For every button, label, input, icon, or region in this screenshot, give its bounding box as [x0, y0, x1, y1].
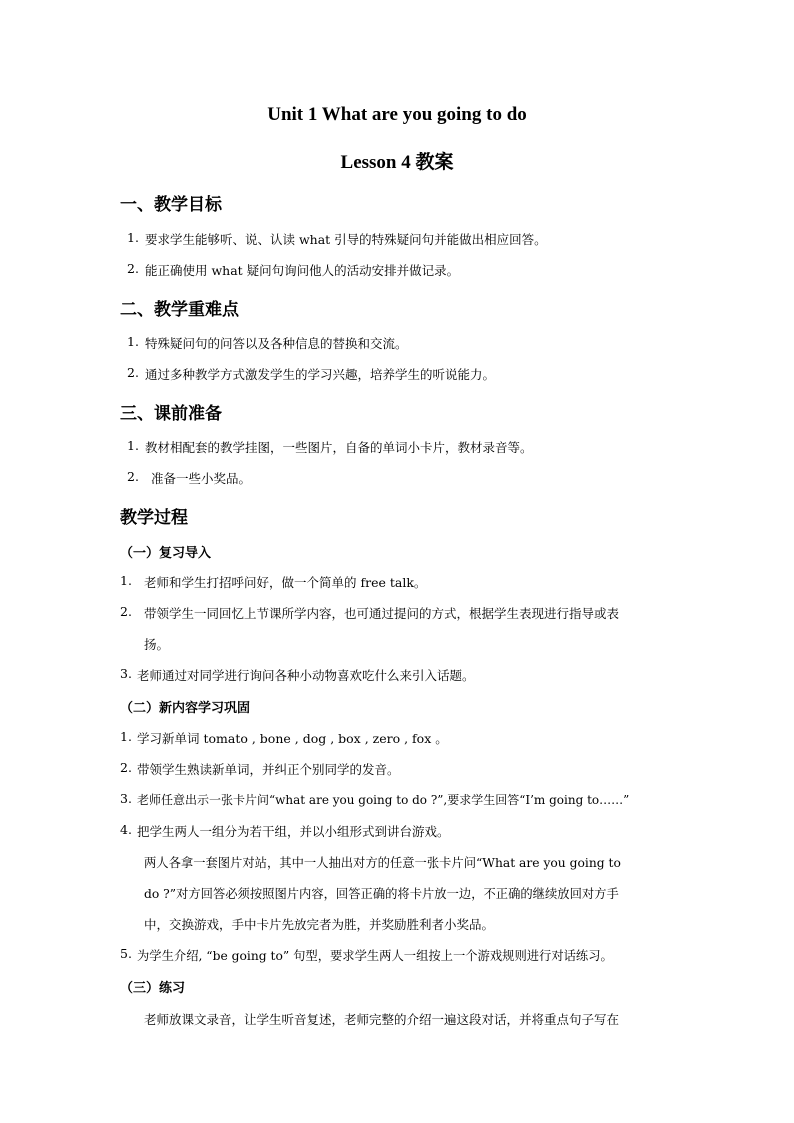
list-item: 教材相配套的教学挂图，一些图片，自备的单词小卡片，教材录音等。 — [145, 440, 533, 455]
subsection-heading-new-content: （二）新内容学习巩固 — [120, 701, 251, 716]
subsection-heading-review: （一）复习导入 — [120, 546, 212, 561]
list-item: 准备一些小奖品。 — [151, 471, 252, 486]
list-number: 3. — [120, 666, 132, 681]
paragraph-line: 老师放课文录音，让学生听音复述，老师完整的介绍一遍这段对话，并将重点句子写在 — [144, 1012, 620, 1027]
list-number: 5. — [120, 946, 132, 961]
paragraph-line: 两人各拿一套图片对站，其中一人抽出对方的任意一张卡片问“What are you going to — [144, 856, 621, 870]
list-number: 3. — [120, 791, 132, 806]
list-item: 学习新单词 tomato , bone , dog , box , zero , fox 。 — [137, 731, 448, 746]
list-item: 要求学生能够听、说、认读 what 引导的特殊疑问句并能做出相应回答。 — [145, 232, 547, 247]
subsection-heading-practice: （三）练习 — [120, 981, 186, 996]
list-number: 2. — [120, 604, 132, 619]
list-number: 2. — [120, 760, 132, 775]
list-item-continuation: 扬。 — [144, 637, 170, 652]
list-number: 2. — [127, 469, 139, 484]
list-item: 为学生介绍, “be going to” 句型，要求学生两人一组按上一个游戏规则进行对话练习。 — [137, 949, 613, 963]
document-subtitle: Lesson 4 教案 — [340, 152, 454, 173]
list-number: 1. — [127, 438, 139, 453]
list-item: 能正确使用 what 疑问句询问他人的活动安排并做记录。 — [145, 263, 460, 278]
list-item: 老师通过对同学进行询问各种小动物喜欢吃什么来引入话题。 — [137, 668, 475, 683]
section-heading-preparation: 三、课前准备 — [120, 404, 222, 424]
section-heading-key-points: 二、教学重难点 — [120, 300, 239, 320]
list-item: 通过多种教学方式激发学生的学习兴趣，培养学生的听说能力。 — [145, 367, 496, 382]
list-item: 老师任意出示一张卡片问“what are you going to do ?”,要求学生回答“I’m going to……” — [137, 793, 630, 807]
section-heading-process: 教学过程 — [120, 508, 188, 528]
list-item: 特殊疑问句的问答以及各种信息的替换和交流。 — [145, 336, 408, 351]
document-title: Unit 1 What are you going to do — [267, 104, 527, 125]
paragraph-line: do ?”对方回答必须按照图片内容，回答正确的将卡片放一边，不正确的继续放回对方手 — [144, 887, 619, 901]
list-number: 4. — [120, 822, 132, 837]
list-item: 带领学生熟读新单词，并纠正个别同学的发音。 — [137, 762, 400, 777]
list-item: 老师和学生打招呼问好，做一个简单的 free talk。 — [144, 575, 427, 590]
list-number: 1. — [120, 573, 132, 588]
list-item: 把学生两人一组分为若干组，并以小组形式到讲台游戏。 — [137, 824, 450, 839]
list-number: 2. — [127, 365, 139, 380]
list-number: 1. — [127, 230, 139, 245]
list-number: 1. — [127, 334, 139, 349]
list-number: 1. — [120, 729, 132, 744]
list-number: 2. — [127, 261, 139, 276]
list-item: 带领学生一同回忆上节课所学内容，也可通过提问的方式，根据学生表现进行指导或表 — [144, 606, 620, 621]
paragraph-line: 中，交换游戏，手中卡片先放完者为胜，并奖励胜利者小奖品。 — [144, 917, 495, 932]
section-heading-objectives: 一、教学目标 — [120, 195, 222, 215]
